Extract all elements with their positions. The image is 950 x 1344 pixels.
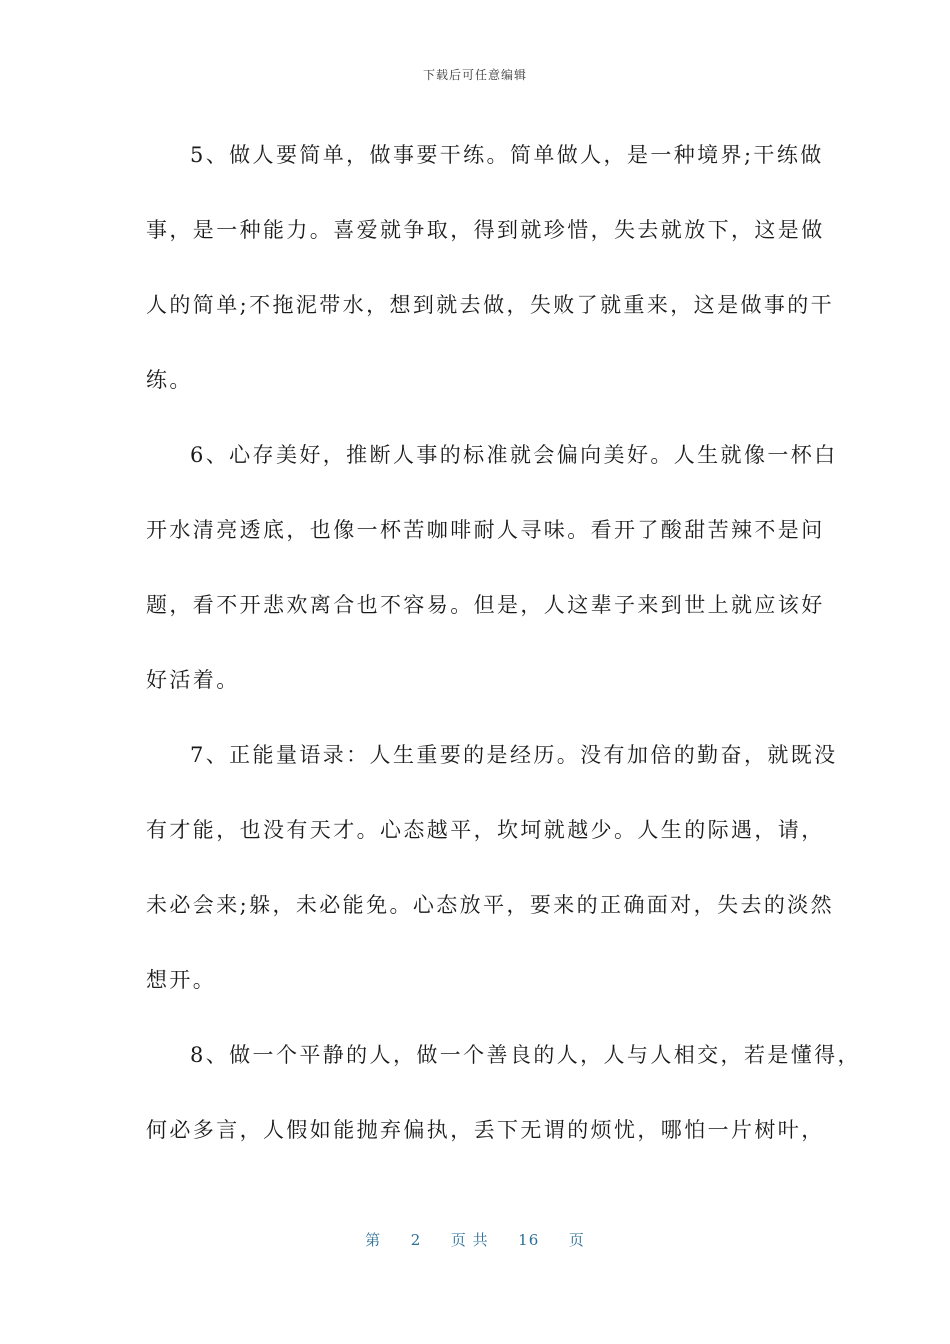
paragraph-line: 开水清亮透底，也像一杯苦咖啡耐人寻味。看开了酸甜苦辣不是问	[146, 518, 825, 542]
paragraph-line: 人的简单;不拖泥带水，想到就去做，失败了就重来，这是做事的干	[146, 293, 835, 317]
paragraph-line: 8、做一个平静的人，做一个善良的人，人与人相交，若是懂得，	[190, 1043, 861, 1067]
paragraph-line: 有才能，也没有天才。心态越平，坎坷就越少。人生的际遇，请，	[146, 818, 825, 842]
paragraph-6	[146, 418, 838, 718]
page-header: 下载后可任意编辑	[422, 68, 527, 82]
paragraph-8	[146, 1018, 861, 1168]
paragraph-line: 6、心存美好，推断人事的标准就会偏向美好。人生就像一杯白	[190, 443, 838, 467]
page-number: 2	[410, 1231, 422, 1249]
paragraph-line: 何必多言，人假如能抛弃偏执，丢下无谓的烦忧，哪怕一片树叶，	[146, 1118, 825, 1142]
page-suffix: 页	[568, 1231, 585, 1249]
paragraph-line: 想开。	[146, 968, 217, 992]
page-label: 第	[365, 1231, 382, 1249]
paragraph-line: 题，看不开悲欢离合也不容易。但是，人这辈子来到世上就应该好	[146, 593, 825, 617]
total-pages: 16	[518, 1231, 540, 1249]
paragraph-5	[146, 118, 835, 418]
paragraph-line: 好活着。	[146, 668, 240, 692]
document-body	[146, 118, 861, 1168]
paragraph-line: 7、正能量语录：人生重要的是经历。没有加倍的勤奋，就既没	[190, 743, 838, 767]
paragraph-line: 事，是一种能力。喜爱就争取，得到就珍惜，失去就放下，这是做	[146, 218, 825, 242]
paragraph-line: 5、做人要简单，做事要干练。简单做人，是一种境界;干练做	[190, 143, 824, 167]
page-of-label: 页 共	[450, 1231, 489, 1249]
paragraph-7	[146, 718, 838, 1018]
page-footer	[0, 1229, 950, 1250]
paragraph-line: 练。	[146, 368, 193, 392]
paragraph-line: 未必会来;躲，未必能免。心态放平，要来的正确面对，失去的淡然	[146, 893, 835, 917]
